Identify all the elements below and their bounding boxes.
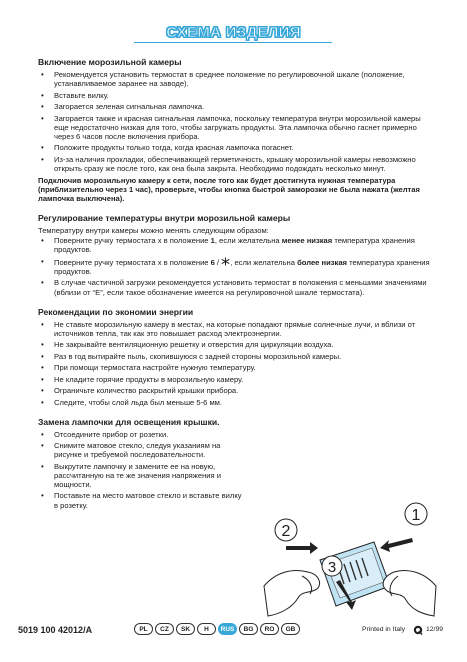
step-marker-3 — [322, 556, 342, 576]
document-code: 5019 100 42012/A — [18, 625, 93, 635]
text: температура хранения продуктов. — [54, 236, 415, 255]
thermostat-position: 1 — [210, 236, 215, 246]
language-badge-rus: RUS — [218, 623, 237, 635]
emphasis: менее низкая — [281, 236, 333, 246]
language-badge-h: H — [197, 623, 216, 635]
section-intro: Температуру внутри камеры можно менять следующим образом: — [38, 226, 269, 236]
list-item: • Ограничьте количество раскрытий крышки прибора. — [38, 386, 435, 395]
list-item: • Не ставьте морозильную камеру в местах, на которые попадают прямые солнечные лучи, и вблизи от источников тепла, так как это повышает расход электроэнергии. — [38, 320, 435, 338]
section-lamp-replacement — [38, 417, 243, 510]
bullet-list — [38, 430, 243, 510]
page-number: 12/99 — [426, 626, 444, 633]
section-heading: Включение морозильной камеры — [38, 57, 182, 67]
list-item: • Загорается также и красная сигнальная лампочка, поскольку температура внутри морозильной камеры еще недостаточно низкая для того, чтобы загружать продукты. Эта лампочка обычно гаснет примерно через 6 часов после включения прибора. — [38, 114, 435, 141]
title-underline — [134, 42, 332, 43]
text: , если желательна — [230, 257, 298, 267]
list-item: • Из-за наличия прокладки, обеспечивающей герметичность, крышку морозильной камеры невозможно открыть сразу же после того, как она была закрыта. Необходимо подождать несколько минут. — [38, 155, 435, 173]
document-body — [38, 57, 435, 512]
text: Поверните ручку термостата x в положение — [54, 257, 211, 267]
step-marker-1 — [405, 503, 427, 525]
list-item: • Отсоедините прибор от розетки. — [38, 430, 243, 439]
list-item: • Выкрутите лампочку и замените ее на новую, рассчитанную на те же значения напряжения и мощности. — [38, 462, 243, 489]
language-badge-sk: SK — [176, 623, 195, 635]
language-selector — [134, 623, 300, 635]
lamp-cover-removal-illustration — [262, 490, 438, 620]
bullet-list — [38, 320, 435, 407]
list-item: • Не закрывайте вентиляционную решетку и отверстия для циркуляции воздуха. — [38, 340, 435, 349]
list-item: • Следите, чтобы слой льда был меньше 5-6 мм. — [38, 398, 435, 407]
section-heading: Замена лампочки для освещения крышки. — [38, 416, 220, 427]
list-item: • Раз в год вытирайте пыль, скопившуюся с задней стороны морозильной камеры. — [38, 352, 435, 361]
important-note: Подключив морозильную камеру к сети, после того как будет достигнута нужная температура (приблизительно через 1 час), проверьте, чтобы кнопка быстрой заморозки не была нажата (желтая лампочка выключена). — [38, 175, 420, 204]
section-temperature-regulation — [38, 213, 435, 296]
language-badge-pl: PL — [134, 623, 153, 635]
section-heading: Рекомендации по экономии энергии — [38, 306, 194, 317]
svg-text:1: 1 — [411, 507, 421, 524]
section-heading: Регулирование температуры внутри морозильной камеры — [38, 213, 291, 224]
language-badge-bg: BG — [239, 623, 258, 635]
list-item: • Не кладите горячие продукты в морозильную камеру. — [38, 375, 435, 384]
language-badge-ro: RO — [260, 623, 279, 635]
list-item: • Положите продукты только тогда, когда красная лампочка погаснет. — [38, 143, 435, 152]
bullet-list — [38, 236, 435, 296]
text: , если желательна — [214, 236, 282, 246]
svg-text:2: 2 — [281, 523, 291, 540]
list-item: • В случае частичной загрузки рекомендуется установить термостат в положения с меньшими значениями (вблизи от “E”, если такое обозначение имеется на регулировочной шкале термостата). — [38, 278, 435, 296]
list-item: • При помощи термостата настройте нужную температуру. — [38, 363, 435, 372]
emphasis: более низкая — [297, 257, 347, 267]
list-item — [38, 257, 435, 276]
printed-note: Printed in Italy — [362, 626, 406, 633]
list-item: • Рекомендуется установить термостат в среднее положение по регулировочной шкале (положение, устанавливаемое заранее на заводе). — [38, 70, 435, 88]
page-footer — [0, 610, 467, 640]
list-item: • Загорается зеленая сигнальная лампочка. — [38, 102, 435, 111]
language-badge-cz: CZ — [155, 623, 174, 635]
section-energy-saving — [38, 307, 435, 407]
snowflake-icon — [221, 257, 230, 266]
list-item: • Вставьте вилку. — [38, 91, 435, 100]
text: Поверните ручку термостата x в положение — [54, 236, 211, 246]
language-badge-gb: GB — [281, 623, 300, 635]
svg-text:3: 3 — [327, 559, 337, 576]
step-marker-2 — [275, 519, 297, 541]
thermostat-position: 6 — [210, 257, 215, 267]
list-item — [38, 236, 435, 254]
text: температура хранения продуктов. — [54, 257, 430, 276]
quality-logo-icon — [413, 625, 423, 635]
bullet-list — [38, 70, 435, 173]
list-item: • Поставьте на место матовое стекло и вставьте вилку в розетку. — [38, 491, 243, 509]
page-title: СХЕМА ИЗДЕЛИЯ — [166, 24, 301, 41]
text: / — [214, 257, 222, 267]
section-freezer-startup — [38, 57, 435, 203]
list-item: • Снимите матовое стекло, следуя указаниям на рисунке и требуемой последовательности. — [38, 441, 243, 459]
